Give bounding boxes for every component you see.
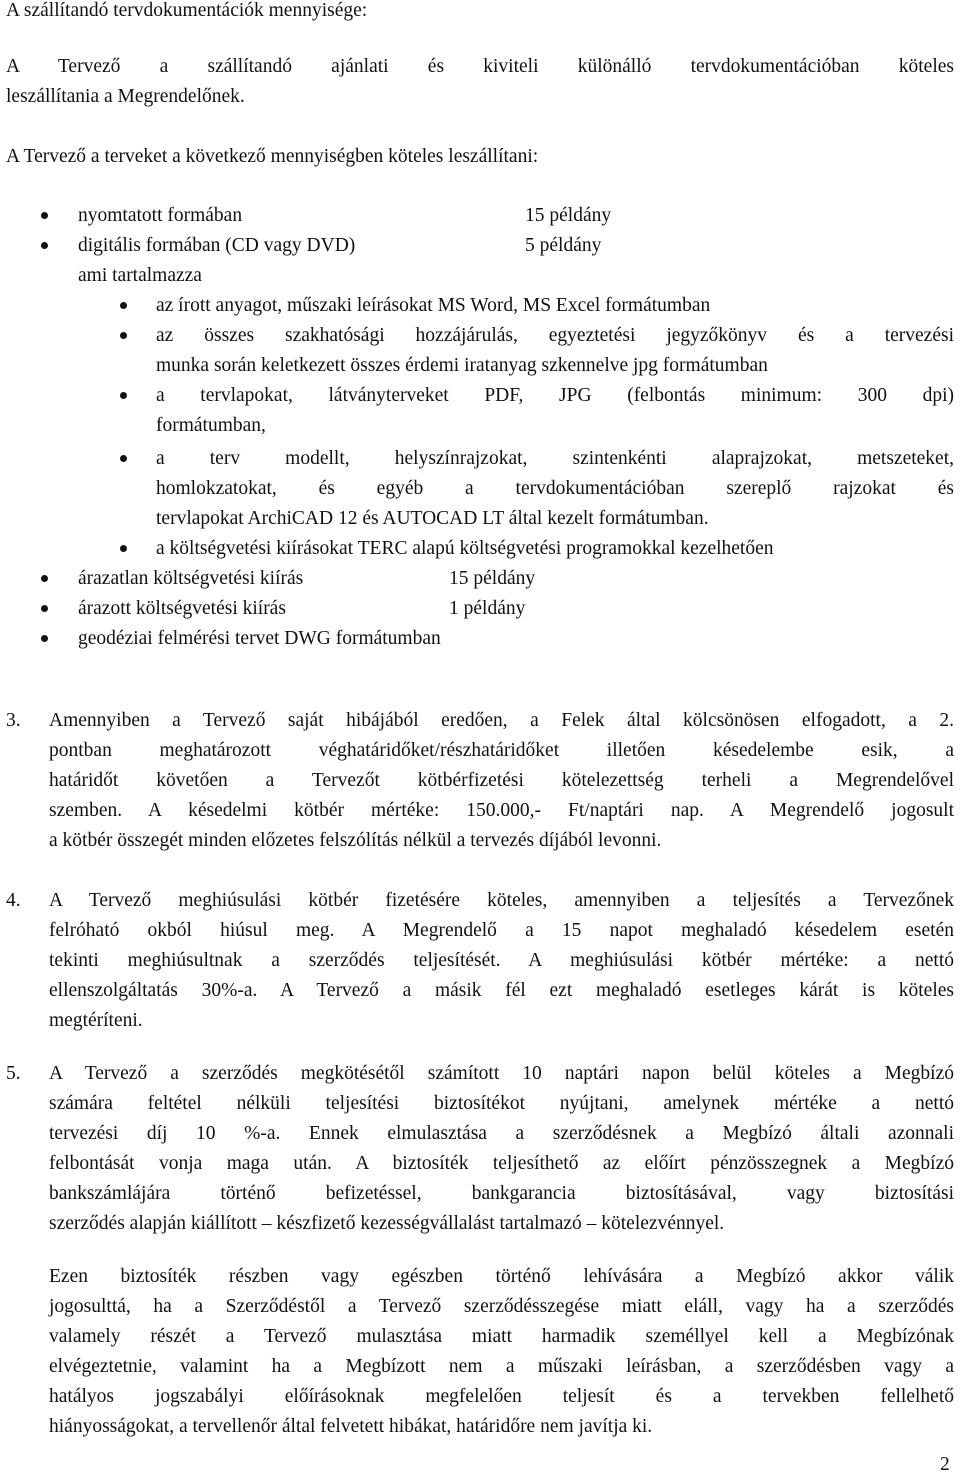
content-item-line: a terv modellt, helyszínrajzokat, szintenkénti alaprajzokat, metszeteket, — [156, 448, 954, 469]
intro-line: A Tervező a szállítandó ajánlati és kiviteli különálló tervdokumentációban köteles — [6, 56, 954, 77]
paragraph-line: tervezési díj 10 %-a. Ennek elmulasztása a szerződésnek a Megbízó általi azonnali — [49, 1123, 954, 1144]
paragraph-line: szerződés alapján kiállított – készfizető kezességvállalást tartalmazó – kötelezvénnyel. — [49, 1213, 725, 1234]
delivery-item-qty: 5 példány — [525, 235, 602, 256]
paragraph-line: A Tervező a szerződés megkötésétől számított 10 naptári napon belül köteles a Megbízó — [49, 1063, 954, 1084]
budget-item-label: árazatlan költségvetési kiírás — [78, 568, 304, 589]
budget-item-label: geodéziai felmérési tervet DWG formátumban — [78, 628, 441, 649]
paragraph-line: bankszámlájára történő befizetéssel, bankgarancia biztosításával, vagy biztosítási — [49, 1183, 954, 1204]
bullet-icon — [120, 302, 127, 309]
content-item-line: munka során keletkezett összes érdemi iratanyag szkennelve jpg formátumban — [156, 355, 768, 376]
intro-line: leszállítania a Megrendelőnek. — [6, 86, 245, 107]
section-number: 5. — [6, 1063, 21, 1084]
paragraph-line: valamely részét a Tervező mulasztása miatt harmadik személlyel kell a Megbízónak — [49, 1326, 954, 1347]
content-item-line: homlokzatokat, és egyéb a tervdokumentációban szereplő rajzokat és — [156, 478, 954, 499]
bullet-icon — [41, 575, 48, 582]
paragraph-line: hatályos jogszabályi előírásoknak megfelelően teljesít és a tervekben fellelhető — [49, 1386, 954, 1407]
content-item-line: a költségvetési kiírásokat TERC alapú költségvetési programokkal kezelhetően — [156, 538, 774, 559]
paragraph-line: Amennyiben a Tervező saját hibájából eredően, a Felek által kölcsönösen elfogadott, a 2. — [49, 710, 954, 731]
section-heading: A szállítandó tervdokumentációk mennyisége: — [6, 0, 368, 21]
section-number: 3. — [6, 710, 21, 731]
paragraph-line: Ezen biztosíték részben vagy egészben történő lehívására a Megbízó akkor válik — [49, 1266, 954, 1287]
content-item-line: az írott anyagot, műszaki leírásokat MS Word, MS Excel formátumban — [156, 295, 711, 316]
paragraph-line: a kötbér összegét minden előzetes felszólítás nélkül a tervezés díjából levonni. — [49, 830, 662, 851]
bullet-icon — [120, 545, 127, 552]
paragraph-line: elvégeztetnie, valamint ha a Megbízott nem a műszaki leírásban, a szerződésben vagy a — [49, 1356, 954, 1377]
bullet-icon — [41, 635, 48, 642]
delivery-item-label: nyomtatott formában — [78, 205, 243, 226]
content-item-line: az összes szakhatósági hozzájárulás, egyeztetési jegyzőkönyv és a tervezési — [156, 325, 954, 346]
paragraph-line: hiányosságokat, a tervellenőr által felvetett hibákat, határidőre nem javítja ki. — [49, 1416, 653, 1437]
bullet-icon — [41, 242, 48, 249]
paragraph-line: ellenszolgáltatás 30%-a. A Tervező a másik fél ezt meghaladó esetleges kárát is köteles — [49, 980, 954, 1001]
budget-item-qty: 1 példány — [449, 598, 526, 619]
contains-label: ami tartalmazza — [78, 265, 202, 286]
quantity-intro: A Tervező a terveket a következő mennyiségben köteles leszállítani: — [6, 146, 539, 167]
paragraph-line: felbontását vonja maga után. A biztosíték teljesíthető az előírt pénzösszegnek a Megbízó — [49, 1153, 954, 1174]
content-item-line: formátumban, — [156, 415, 266, 436]
bullet-icon — [120, 392, 127, 399]
bullet-icon — [120, 332, 127, 339]
budget-item-qty: 15 példány — [449, 568, 536, 589]
bullet-icon — [41, 212, 48, 219]
bullet-icon — [120, 455, 127, 462]
delivery-item-qty: 15 példány — [525, 205, 612, 226]
paragraph-line: számára feltétel nélküli teljesítési biztosítékot nyújtani, amelynek mértéke a nettó — [49, 1093, 954, 1114]
paragraph-line: A Tervező meghiúsulási kötbér fizetésére köteles, amennyiben a teljesítés a Tervezőnek — [49, 890, 954, 911]
paragraph-line: jogosulttá, ha a Szerződéstől a Tervező szerződésszegése miatt eláll, vagy ha a szerződés — [49, 1296, 954, 1317]
paragraph-line: felróható okból hiúsul meg. A Megrendelő a 15 napot meghaladó késedelem esetén — [49, 920, 954, 941]
budget-item-label: árazott költségvetési kiírás — [78, 598, 286, 619]
delivery-item-label: digitális formában (CD vagy DVD) — [78, 235, 356, 256]
paragraph-line: határidőt követően a Tervezőt kötbérfizetési kötelezettség terheli a Megrendelővel — [49, 770, 954, 791]
bullet-icon — [41, 605, 48, 612]
paragraph-line: megtéríteni. — [49, 1010, 143, 1031]
page-number: 2 — [940, 1454, 950, 1475]
content-item-line: tervlapokat ArchiCAD 12 és AUTOCAD LT által kezelt formátumban. — [156, 508, 709, 529]
paragraph-line: szemben. A késedelmi kötbér mértéke: 150.000,- Ft/naptári nap. A Megrendelő jogosult — [49, 800, 954, 821]
content-item-line: a tervlapokat, látványterveket PDF, JPG (felbontás minimum: 300 dpi) — [156, 385, 954, 406]
paragraph-line: pontban meghatározott véghatáridőket/részhatáridőket illetően késedelembe esik, a — [49, 740, 954, 761]
section-number: 4. — [6, 890, 21, 911]
paragraph-line: tekinti meghiúsultnak a szerződés teljesítését. A meghiúsulási kötbér mértéke: a nettó — [49, 950, 954, 971]
